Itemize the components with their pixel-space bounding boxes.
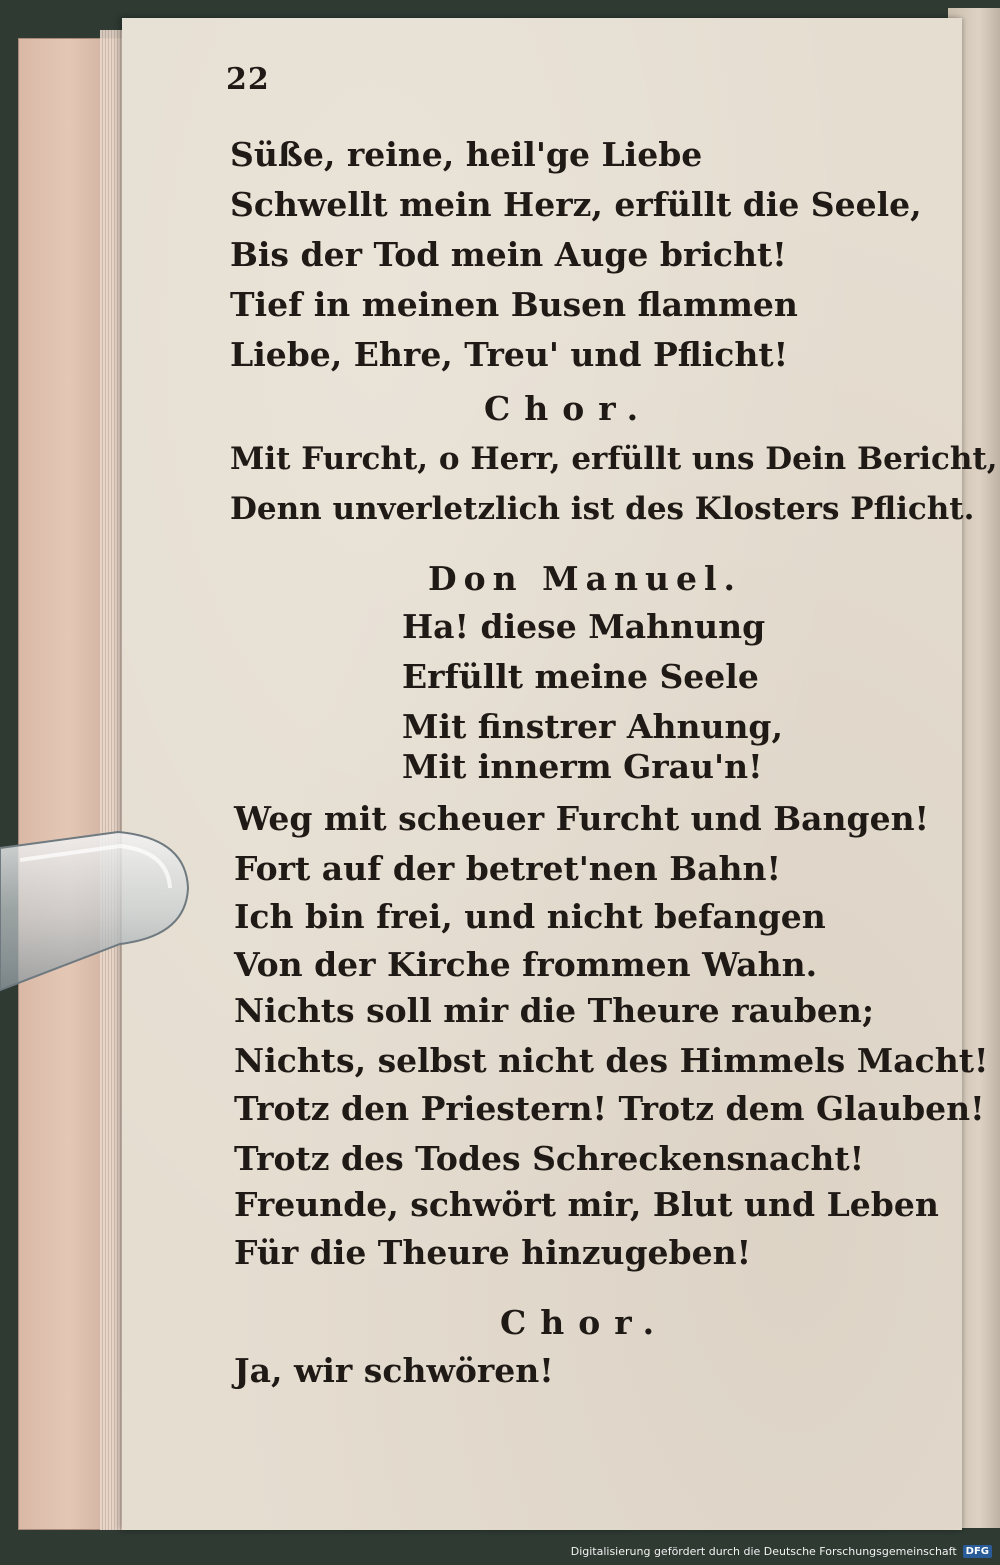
book-page: [122, 18, 998, 1530]
verse-line: Ha! diese Mahnung: [402, 607, 766, 646]
page-text: [122, 18, 998, 1530]
speaker-heading: Chor.: [484, 389, 653, 428]
verse-line: Mit finstrer Ahnung,: [402, 707, 783, 746]
dfg-logo: DFG: [963, 1545, 992, 1558]
verse-line: Für die Theure hinzugeben!: [234, 1233, 752, 1272]
verse-line: Ich bin frei, und nicht befangen: [234, 897, 826, 936]
verse-line: Fort auf der betret'nen Bahn!: [234, 849, 782, 888]
verse-line: Tief in meinen Busen flammen: [230, 285, 798, 324]
credit-text: Digitalisierung gefördert durch die Deutsche Forschungsgemeinschaft: [570, 1544, 957, 1558]
verse-line: Erfüllt meine Seele: [402, 657, 759, 696]
digitization-credit: [571, 1540, 992, 1562]
verse-line: Nichts soll mir die Theure rauben;: [234, 991, 875, 1030]
verse-line: Denn unverletzlich ist des Klosters Pflicht.: [230, 491, 975, 527]
verse-line: Mit innerm Grau'n!: [402, 747, 763, 786]
verse-line: Weg mit scheuer Furcht und Bangen!: [234, 799, 930, 838]
verse-line: Liebe, Ehre, Treu' und Pflicht!: [230, 335, 789, 374]
page-number: 22: [226, 62, 270, 97]
verse-line: Mit Furcht, o Herr, erfüllt uns Dein Bericht,: [230, 441, 998, 477]
verse-line: Schwellt mein Herz, erfüllt die Seele,: [230, 185, 922, 224]
verse-line: Freunde, schwört mir, Blut und Leben: [234, 1185, 939, 1224]
speaker-heading: Don Manuel.: [428, 559, 743, 598]
verse-line: Bis der Tod mein Auge bricht!: [230, 235, 787, 274]
verse-line: Von der Kirche frommen Wahn.: [234, 945, 818, 984]
verse-line: Ja, wir schwören!: [234, 1351, 554, 1390]
verse-line: Süße, reine, heil'ge Liebe: [230, 135, 703, 174]
speaker-heading: Chor.: [500, 1303, 669, 1342]
verse-line: Trotz des Todes Schreckensnacht!: [234, 1139, 865, 1178]
page-holder-clip: [0, 0, 200, 1000]
verse-line: Trotz den Priestern! Trotz dem Glauben!: [234, 1089, 985, 1128]
verse-line: Nichts, selbst nicht des Himmels Macht!: [234, 1041, 989, 1080]
